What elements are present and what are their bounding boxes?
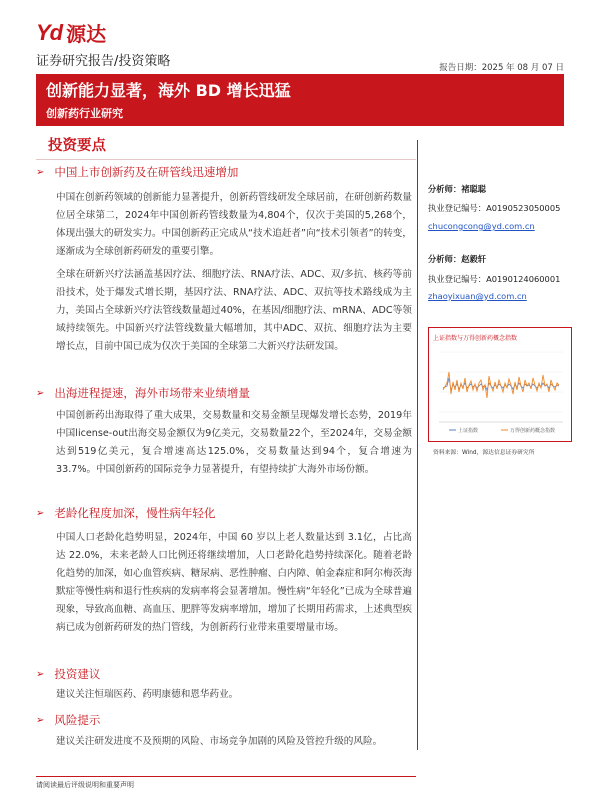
index-chart-svg	[429, 328, 571, 441]
section-title: 投资要点	[48, 138, 106, 154]
bullet-arrow-icon: ➢	[36, 668, 45, 680]
logo-text: 源达	[66, 22, 107, 46]
footer-disclaimer: 请阅读最后评级说明和重要声明	[36, 781, 134, 789]
paragraph: 全球在研新兴疗法涵盖基因疗法、细胞疗法、RNA疗法、ADC、双/多抗、核药等前沿技术，处于爆发式增长期，基因疗法、RNA疗法、ADC、双抗等技术路线成为主力，美国占全球新兴疗法管线数量超过40%，在基因/细胞疗法、mRNA、ADC等领域持续领先。中国新兴疗法管线数量大幅增加，其中ADC、双抗、细胞疗法为主要增长点，目前中国已成为仅次于美国的全球第二大新兴疗法研发国。	[56, 269, 412, 352]
bullet-heading-aging	[36, 505, 215, 521]
analyst-email-link[interactable]: zhaoyixuan@yd.com.cn	[428, 291, 527, 301]
analyst-email-link[interactable]: chucongcong@yd.com.cn	[428, 221, 535, 231]
bullet-heading-text: 投资建议	[54, 667, 101, 681]
bullet-heading-overseas	[36, 385, 250, 401]
bullet-heading-pipeline	[36, 164, 238, 180]
section-divider	[36, 159, 416, 160]
bullet-arrow-icon: ➢	[36, 166, 45, 178]
report-subtitle: 创新药行业研究	[46, 107, 123, 120]
chart-title: 上证指数与万得创新药概念指数	[433, 335, 518, 342]
analyst-registration: 执业登记编号：A0190124060001	[428, 274, 561, 284]
breadcrumb: 证券研究报告/投资策略	[36, 54, 171, 69]
bullet-arrow-icon: ➢	[36, 387, 45, 399]
paragraph: 中国在创新药领域的创新能力显著提升，创新药管线研发全球居前，在研创新药数量位居全球第二，2024年中国创新药管线数量为4,804个，仅次于美国的5,268个，体现出强大的研发实力。中国创新药正完成从“技术追赶者”向“技术引领者”的转变，逐渐成为全球创新药研发的重要引擎。	[56, 192, 412, 257]
paragraph: 中国创新药出海取得了重大成果，交易数量和交易金额呈现爆发增长态势，2019年中国license-out出海交易金额仅为9亿美元，交易数量22个，至2024年，交易金额达到519亿美元，复合增速高达125.0%，交易数量达到94个，复合增速为33.7%。中国创新药的国际竞争力显著提升，有望持续扩大海外市场份额。	[56, 410, 412, 475]
legend-label-innovative-drug: 万得创新药概念指数	[510, 428, 556, 434]
index-chart	[428, 327, 572, 442]
bullet-heading-text: 出海进程提速，海外市场带来业绩增量	[54, 386, 250, 400]
bullet-arrow-icon: ➢	[36, 507, 45, 519]
report-date: 报告日期：2025 年 08 月 07 日	[439, 63, 564, 73]
chart-source: 资料来源：Wind，源达信息证券研究所	[433, 450, 535, 456]
analyst-registration: 执业登记编号：A0190523050005	[428, 203, 561, 213]
paragraph: 中国人口老龄化趋势明显，2024年，中国 60 岁以上老人数量达到 3.1亿，占比高达 22.0%，未来老龄人口比例还将继续增加，人口老龄化趋势持续深化。随着老龄化趋势的加深，如心血管疾病、糖尿病、恶性肿瘤、白内障、帕金森症和阿尔梅茨海默症等慢性病和退行性疾病的发病率将会显著增加。慢性病“年轻化”已成为全球普遍现象，导致高血糖、高血压、肥胖等发病率增加，增加了长期用药需求，上述典型疾病已成为创新药研发的热门管线，为创新药行业带来重要增量市场。	[56, 532, 412, 633]
bullet-heading-investment	[36, 666, 100, 682]
legend-label-composite: 上证指数	[458, 428, 479, 434]
bullet-heading-text: 中国上市创新药及在研管线迅速增加	[54, 165, 239, 179]
bullet-heading-text: 风险提示	[54, 713, 101, 727]
footer-divider	[36, 776, 416, 777]
column-divider	[417, 140, 418, 750]
series-line-innovative-drug	[443, 372, 559, 398]
paragraph: 建议关注研发进度不及预期的风险、市场竞争加剧的风险及管控升级的风险。	[56, 736, 383, 747]
paragraph: 建议关注恒瑞医药、药明康德和恩华药业。	[56, 689, 239, 700]
report-title: 创新能力显著，海外 BD 增长迅猛	[46, 81, 291, 100]
analyst-name: 分析师：褚聪聪	[428, 184, 487, 194]
bullet-heading-text: 老龄化程度加深，慢性病年轻化	[54, 506, 216, 520]
analyst-name: 分析师：赵毅轩	[428, 254, 487, 264]
bullet-heading-risk	[36, 712, 100, 728]
bullet-arrow-icon: ➢	[36, 714, 45, 726]
logo-mark: Yd	[36, 19, 63, 45]
company-logo	[36, 18, 106, 47]
title-banner	[36, 74, 564, 126]
